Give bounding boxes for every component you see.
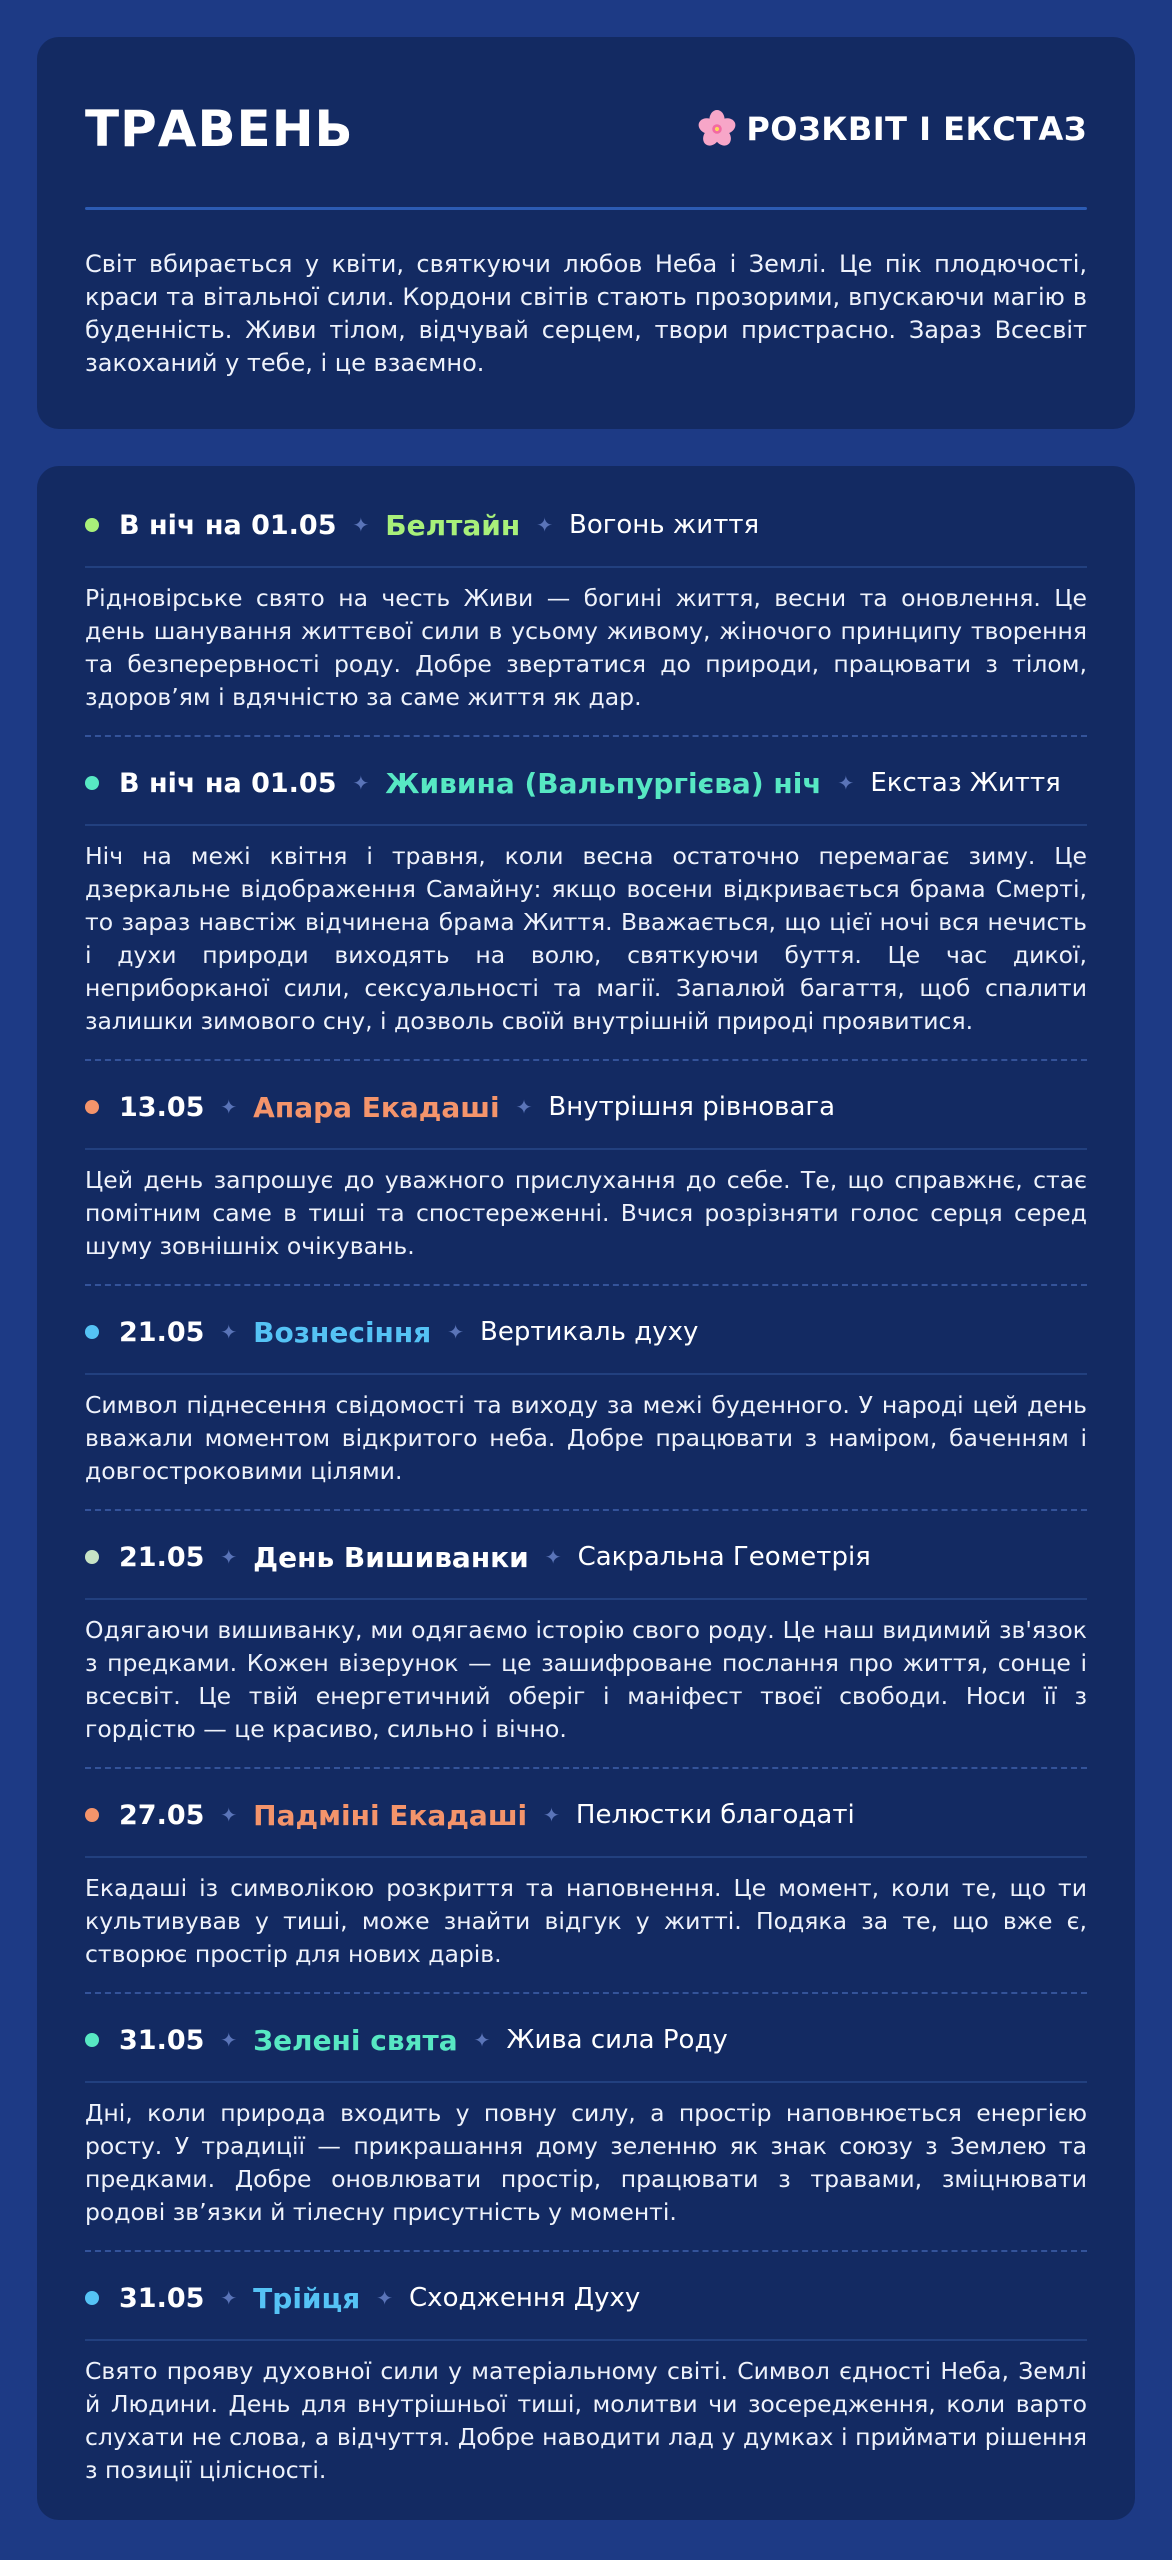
event-name: День Вишиванки bbox=[253, 1540, 529, 1574]
event-item bbox=[85, 754, 1087, 1038]
event-separator bbox=[85, 1992, 1087, 1994]
event-separator bbox=[85, 2250, 1087, 2252]
event-dot bbox=[85, 518, 99, 532]
event-header-divider bbox=[85, 1373, 1087, 1375]
event-separator bbox=[85, 1767, 1087, 1769]
event-dot bbox=[85, 776, 99, 790]
event-item bbox=[85, 1303, 1087, 1488]
event-description: Екадаші із символікою розкриття та наповнення. Це момент, коли те, що ти культивував у тиші, може знайти відгук у житті. Подяка за те, що вже є, створює простір для нових дарів. bbox=[85, 1874, 1087, 1968]
event-subtitle: Внутрішня рівновага bbox=[548, 1092, 836, 1122]
event-date: 31.05 bbox=[119, 2024, 205, 2056]
event-date: 31.05 bbox=[119, 2282, 205, 2314]
header-divider bbox=[85, 207, 1087, 210]
event-subtitle: Сакральна Геометрія bbox=[577, 1542, 871, 1572]
event-item bbox=[85, 1786, 1087, 1971]
event-name: Апара Екадаші bbox=[253, 1090, 500, 1124]
event-subtitle: Пелюстки благодаті bbox=[575, 1800, 855, 1830]
sparkle-icon: ✦ bbox=[352, 513, 370, 537]
event-description: Ніч на межі квітня і травня, коли весна остаточно перемагає зиму. Це дзеркальне відображення Самайну: якщо восени відкривається брама Смерті, то зараз навстіж відчинена брама Життя. Вважається, що цієї ночі вся нечисть і духи природи виходять на волю, святкуючи буття. Це час дикої, неприборканої сили, сексуальності та магії. Запалюй багаття, щоб спалити залишки зимового сну, і дозволь своїй внутрішній природі проявитися. bbox=[85, 842, 1087, 1035]
intro-text: Світ вбирається у квіти, святкуючи любов Неба і Землі. Це пік плодючості, краси та вітальної сили. Кордони світів стають прозорими, впускаючи магію в буденність. Живи тілом, відчувай серцем, твори пристрасно. Зараз Всесвіт закоханий у тебе, і це взаємно. bbox=[85, 250, 1087, 377]
event-header bbox=[85, 1528, 1087, 1586]
event-dot bbox=[85, 1808, 99, 1822]
sparkle-icon: ✦ bbox=[220, 2286, 238, 2310]
event-header-divider bbox=[85, 824, 1087, 826]
sparkle-icon: ✦ bbox=[447, 1320, 464, 1344]
sparkle-icon: ✦ bbox=[536, 513, 553, 537]
event-dot bbox=[85, 1100, 99, 1114]
event-description: Символ піднесення свідомості та виходу за межі буденного. У народі цей день вважали моментом відкритого неба. Добре працювати з наміром, баченням і довгостроковими цілями. bbox=[85, 1391, 1087, 1485]
event-dot bbox=[85, 2291, 99, 2305]
event-date: 13.05 bbox=[119, 1091, 205, 1123]
event-separator bbox=[85, 1509, 1087, 1511]
event-description: Одягаючи вишиванку, ми одягаємо історію свого роду. Це наш видимий зв'язок з предками. Кожен візерунок — це зашифроване послання про життя, сонце і всесвіт. Це твій енергетичний оберіг і маніфест твоєї свободи. Носи її з гордістю — це красиво, сильно і вічно. bbox=[85, 1616, 1087, 1743]
event-subtitle: Сходження Духу bbox=[409, 2283, 641, 2313]
event-item bbox=[85, 1078, 1087, 1263]
event-description: Свято прояву духовної сили у матеріальному світі. Символ єдності Неба, Землі й Людини. День для внутрішньої тиші, молитви чи зосередження, коли варто слухати не слова, а відчуття. Добре наводити лад у думках і приймати рішення з позиції цілісності. bbox=[85, 2357, 1087, 2484]
sparkle-icon: ✦ bbox=[544, 1545, 562, 1569]
event-header-divider bbox=[85, 1598, 1087, 1600]
event-header bbox=[85, 2011, 1087, 2069]
sparkle-icon: ✦ bbox=[376, 2286, 394, 2310]
sparkle-icon: ✦ bbox=[220, 1545, 238, 1569]
event-item bbox=[85, 1528, 1087, 1746]
event-header bbox=[85, 2269, 1087, 2327]
event-separator bbox=[85, 735, 1087, 737]
event-date: В ніч на 01.05 bbox=[119, 767, 337, 799]
event-dot bbox=[85, 1550, 99, 1564]
header-card bbox=[37, 37, 1135, 429]
event-dot bbox=[85, 1325, 99, 1339]
event-item bbox=[85, 496, 1087, 714]
event-header bbox=[85, 496, 1087, 554]
event-dot bbox=[85, 2033, 99, 2047]
event-subtitle: Вогонь життя bbox=[568, 510, 760, 540]
theme-text: РОЗКВІТ І ЕКСТАЗ bbox=[746, 110, 1087, 148]
event-name: Трійця bbox=[253, 2281, 361, 2315]
event-date: 21.05 bbox=[119, 1316, 205, 1348]
cherry-blossom-icon bbox=[698, 110, 736, 148]
header-top bbox=[85, 93, 1087, 165]
event-name: Вознесіння bbox=[253, 1315, 432, 1349]
sparkle-icon: ✦ bbox=[220, 2028, 238, 2052]
event-date: 27.05 bbox=[119, 1799, 205, 1831]
sparkle-icon: ✦ bbox=[220, 1803, 238, 1827]
event-header bbox=[85, 754, 1087, 812]
month-title: ТРАВЕНЬ bbox=[85, 100, 354, 158]
event-header-divider bbox=[85, 1148, 1087, 1150]
event-item bbox=[85, 2269, 1087, 2487]
event-header-divider bbox=[85, 566, 1087, 568]
theme-label bbox=[698, 110, 1087, 148]
event-header bbox=[85, 1786, 1087, 1844]
event-header bbox=[85, 1078, 1087, 1136]
event-name: Зелені свята bbox=[253, 2023, 458, 2057]
event-separator bbox=[85, 1284, 1087, 1286]
event-header-divider bbox=[85, 2339, 1087, 2341]
sparkle-icon: ✦ bbox=[352, 771, 370, 795]
sparkle-icon: ✦ bbox=[220, 1095, 238, 1119]
event-date: В ніч на 01.05 bbox=[119, 509, 337, 541]
sparkle-icon: ✦ bbox=[543, 1803, 560, 1827]
event-description: Цей день запрошує до уважного прислухання до себе. Те, що справжнє, стає помітним саме в тиші та спостереженні. Вчися розрізняти голос серця серед шуму зовнішніх очікувань. bbox=[85, 1166, 1087, 1260]
sparkle-icon: ✦ bbox=[837, 771, 855, 795]
sparkle-icon: ✦ bbox=[220, 1320, 238, 1344]
events-card bbox=[37, 466, 1135, 2520]
event-subtitle: Жива сила Роду bbox=[506, 2025, 728, 2055]
event-description: Рідновірське свято на честь Живи — богині життя, весни та оновлення. Це день шанування життєвої сили в усьому живому, жіночого принципу творення та безперервності роду. Добре звертатися до природи, працювати з тілом, здоров’ям і вдячністю за саме життя як дар. bbox=[85, 584, 1087, 711]
event-subtitle: Екстаз Життя bbox=[870, 768, 1061, 798]
event-name: Белтайн bbox=[385, 508, 521, 542]
event-header bbox=[85, 1303, 1087, 1361]
event-header-divider bbox=[85, 2081, 1087, 2083]
sparkle-icon: ✦ bbox=[515, 1095, 533, 1119]
event-separator bbox=[85, 1059, 1087, 1061]
event-item bbox=[85, 2011, 1087, 2229]
event-name: Падміні Екадаші bbox=[253, 1798, 528, 1832]
event-date: 21.05 bbox=[119, 1541, 205, 1573]
event-header-divider bbox=[85, 1856, 1087, 1858]
event-description: Дні, коли природа входить у повну силу, а простір наповнюється енергією росту. У традиції — прикрашання дому зеленню як знак союзу з Землею та предками. Добре оновлювати простір, працювати з травами, зміцнювати родові зв’язки й тілесну присутність у моменті. bbox=[85, 2099, 1087, 2226]
event-name: Живина (Вальпургієва) ніч bbox=[385, 766, 822, 800]
sparkle-icon: ✦ bbox=[473, 2028, 491, 2052]
event-subtitle: Вертикаль духу bbox=[480, 1317, 699, 1347]
